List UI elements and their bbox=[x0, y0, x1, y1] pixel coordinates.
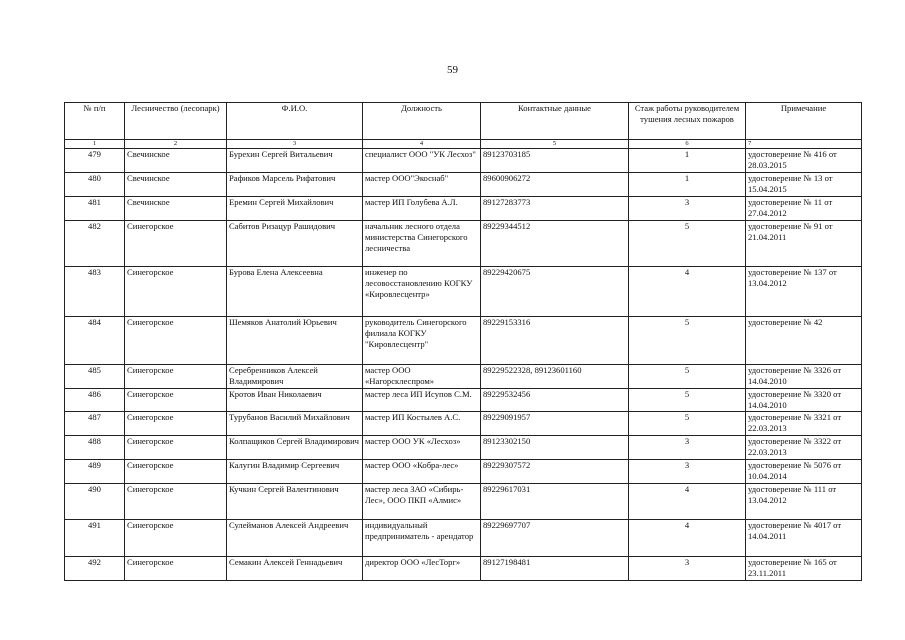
forestry-cell: Синегорское bbox=[125, 412, 227, 436]
experience-cell: 5 bbox=[629, 365, 746, 389]
header-note: Примечание bbox=[746, 103, 862, 140]
row-number: 482 bbox=[65, 221, 125, 267]
experience-cell: 5 bbox=[629, 412, 746, 436]
column-number: 2 bbox=[125, 140, 227, 149]
table-row bbox=[65, 317, 862, 365]
position-cell: мастер леса ИП Исупов С.М. bbox=[363, 389, 481, 412]
page-number: 59 bbox=[447, 64, 458, 76]
table-row bbox=[65, 173, 862, 197]
note-cell: удостоверение № 165 от 23.11.2011 bbox=[746, 557, 862, 581]
name-cell: Колпащиков Сергей Владимирович bbox=[227, 436, 363, 460]
contact-cell: 89229522328, 89123601160 bbox=[481, 365, 629, 389]
name-cell: Турубанов Василий Михайлович bbox=[227, 412, 363, 436]
position-cell: директор ООО «ЛесТорг» bbox=[363, 557, 481, 581]
note-cell: удостоверение № 13 от 15.04.2015 bbox=[746, 173, 862, 197]
row-number: 487 bbox=[65, 412, 125, 436]
contact-cell: 89229697707 bbox=[481, 520, 629, 557]
position-cell: мастер ООО УК «Лесхоз» bbox=[363, 436, 481, 460]
forestry-cell: Синегорское bbox=[125, 557, 227, 581]
forestry-cell: Синегорское bbox=[125, 389, 227, 412]
forestry-cell: Синегорское bbox=[125, 365, 227, 389]
table-row bbox=[65, 412, 862, 436]
name-cell: Сулейманов Алексей Андреевич bbox=[227, 520, 363, 557]
note-cell: удостоверение № 3322 от 22.03.2013 bbox=[746, 436, 862, 460]
header-full-name: Ф.И.О. bbox=[227, 103, 363, 140]
forestry-cell: Свечинское bbox=[125, 197, 227, 221]
note-cell: удостоверение № 91 от 21.04.2011 bbox=[746, 221, 862, 267]
row-number: 486 bbox=[65, 389, 125, 412]
note-cell: удостоверение № 3321 от 22.03.2013 bbox=[746, 412, 862, 436]
experience-cell: 1 bbox=[629, 173, 746, 197]
name-cell: Еремин Сергей Михайлович bbox=[227, 197, 363, 221]
table-row bbox=[65, 389, 862, 412]
note-cell: удостоверение № 3320 от 14.04.2010 bbox=[746, 389, 862, 412]
row-number: 479 bbox=[65, 149, 125, 173]
name-cell: Калугин Владимир Сергеевич bbox=[227, 460, 363, 484]
contact-cell: 89123703185 bbox=[481, 149, 629, 173]
name-cell: Семакин Алексей Геннадьевич bbox=[227, 557, 363, 581]
position-cell: специалист ООО "УК Лесхоз" bbox=[363, 149, 481, 173]
experience-cell: 3 bbox=[629, 436, 746, 460]
header-experience: Стаж работы руководителем тушения лесных пожаров bbox=[629, 103, 746, 140]
experience-cell: 5 bbox=[629, 221, 746, 267]
row-number: 484 bbox=[65, 317, 125, 365]
table-row bbox=[65, 221, 862, 267]
position-cell: руководитель Синегорского филиала КОГКУ "Кировлесцентр" bbox=[363, 317, 481, 365]
column-number: 6 bbox=[629, 140, 746, 149]
column-number: 7 bbox=[746, 140, 862, 149]
table-row bbox=[65, 484, 862, 520]
contact-cell: 89127198481 bbox=[481, 557, 629, 581]
row-number: 485 bbox=[65, 365, 125, 389]
position-cell: мастер ООО"Экоснаб" bbox=[363, 173, 481, 197]
note-cell: удостоверение № 137 от 13.04.2012 bbox=[746, 267, 862, 317]
name-cell: Бурехин Сергей Витальевич bbox=[227, 149, 363, 173]
forestry-cell: Синегорское bbox=[125, 221, 227, 267]
contact-cell: 89229153316 bbox=[481, 317, 629, 365]
contact-cell: 89123302150 bbox=[481, 436, 629, 460]
row-number: 483 bbox=[65, 267, 125, 317]
table-row bbox=[65, 149, 862, 173]
experience-cell: 1 bbox=[629, 149, 746, 173]
forestry-cell: Синегорское bbox=[125, 520, 227, 557]
name-cell: Кучкин Сергей Валентинович bbox=[227, 484, 363, 520]
experience-cell: 3 bbox=[629, 460, 746, 484]
experience-cell: 3 bbox=[629, 557, 746, 581]
contact-cell: 89229307572 bbox=[481, 460, 629, 484]
name-cell: Сабитов Ризацур Рашидович bbox=[227, 221, 363, 267]
position-cell: мастер ООО «Нагорсклеспром» bbox=[363, 365, 481, 389]
forestry-cell: Синегорское bbox=[125, 484, 227, 520]
table-row bbox=[65, 197, 862, 221]
table-row bbox=[65, 557, 862, 581]
name-cell: Шемяков Анатолий Юрьевич bbox=[227, 317, 363, 365]
forestry-cell: Свечинское bbox=[125, 149, 227, 173]
contact-cell: 89229344512 bbox=[481, 221, 629, 267]
row-number: 492 bbox=[65, 557, 125, 581]
forestry-cell: Свечинское bbox=[125, 173, 227, 197]
note-cell: удостоверение № 111 от 13.04.2012 bbox=[746, 484, 862, 520]
column-number: 1 bbox=[65, 140, 125, 149]
row-number: 488 bbox=[65, 436, 125, 460]
contact-cell: 89229532456 bbox=[481, 389, 629, 412]
row-number: 491 bbox=[65, 520, 125, 557]
table-row bbox=[65, 436, 862, 460]
header-number: № п/п bbox=[65, 103, 125, 140]
position-cell: мастер ИП Костылев А.С. bbox=[363, 412, 481, 436]
note-cell: удостоверение № 11 от 27.04.2012 bbox=[746, 197, 862, 221]
row-number: 481 bbox=[65, 197, 125, 221]
experience-cell: 5 bbox=[629, 389, 746, 412]
position-cell: мастер ИП Голубева А.Л. bbox=[363, 197, 481, 221]
header-contact: Контактные данные bbox=[481, 103, 629, 140]
header-row bbox=[65, 103, 862, 140]
forestry-cell: Синегорское bbox=[125, 436, 227, 460]
experience-cell: 4 bbox=[629, 484, 746, 520]
note-cell: удостоверение № 5076 от 10.04.2014 bbox=[746, 460, 862, 484]
contact-cell: 89229617031 bbox=[481, 484, 629, 520]
note-cell: удостоверение № 42 bbox=[746, 317, 862, 365]
forestry-cell: Синегорское bbox=[125, 267, 227, 317]
row-number: 489 bbox=[65, 460, 125, 484]
contact-cell: 89600906272 bbox=[481, 173, 629, 197]
forest-fire-managers-table bbox=[64, 102, 862, 581]
experience-cell: 5 bbox=[629, 317, 746, 365]
position-cell: начальник лесного отдела министерства Синегорского лесничества bbox=[363, 221, 481, 267]
table-row bbox=[65, 520, 862, 557]
name-cell: Кротов Иван Николаевич bbox=[227, 389, 363, 412]
position-cell: мастер ООО «Кобра-лес» bbox=[363, 460, 481, 484]
table-row bbox=[65, 267, 862, 317]
column-number: 4 bbox=[363, 140, 481, 149]
column-number-row bbox=[65, 140, 862, 149]
experience-cell: 3 bbox=[629, 197, 746, 221]
name-cell: Бурова Елена Алексеевна bbox=[227, 267, 363, 317]
row-number: 490 bbox=[65, 484, 125, 520]
table-row bbox=[65, 365, 862, 389]
position-cell: индивидуальный предприниматель - арендатор bbox=[363, 520, 481, 557]
name-cell: Рафиков Марсель Рифатович bbox=[227, 173, 363, 197]
column-number: 5 bbox=[481, 140, 629, 149]
position-cell: инженер по лесовосстановлению КОГКУ «Кировлесцентр» bbox=[363, 267, 481, 317]
header-forestry: Лесничество (лесопарк) bbox=[125, 103, 227, 140]
forestry-cell: Синегорское bbox=[125, 317, 227, 365]
column-number: 3 bbox=[227, 140, 363, 149]
position-cell: мастер леса ЗАО «Сибирь-Лес», ООО ПКП «Алмис» bbox=[363, 484, 481, 520]
note-cell: удостоверение № 416 от 28.03.2015 bbox=[746, 149, 862, 173]
table-row bbox=[65, 460, 862, 484]
header-position: Должность bbox=[363, 103, 481, 140]
name-cell: Серебренников Алексей Владимирович bbox=[227, 365, 363, 389]
row-number: 480 bbox=[65, 173, 125, 197]
experience-cell: 4 bbox=[629, 520, 746, 557]
experience-cell: 4 bbox=[629, 267, 746, 317]
contact-cell: 89229420675 bbox=[481, 267, 629, 317]
note-cell: удостоверение № 3326 от 14.04.2010 bbox=[746, 365, 862, 389]
contact-cell: 89229091957 bbox=[481, 412, 629, 436]
contact-cell: 89127283773 bbox=[481, 197, 629, 221]
forestry-cell: Синегорское bbox=[125, 460, 227, 484]
note-cell: удостоверение № 4017 от 14.04.2011 bbox=[746, 520, 862, 557]
